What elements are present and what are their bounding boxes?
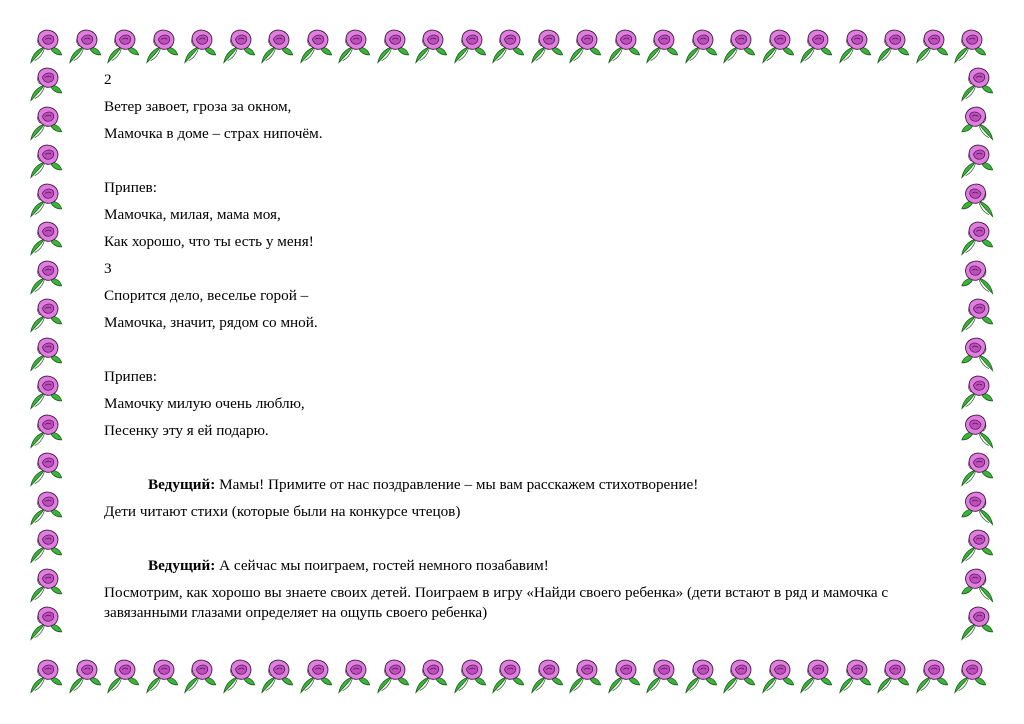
rose-icon [297, 26, 336, 65]
rose-icon [27, 334, 66, 373]
rose-icon [643, 26, 682, 65]
rose-icon [605, 656, 644, 695]
rose-icon [27, 103, 66, 142]
rose-icon [27, 257, 66, 296]
rose-icon [528, 26, 567, 65]
verse-line: Мамочка в доме – страх нипочём. [104, 125, 323, 142]
verse-line: Мамочка, значит, рядом со мной. [104, 314, 318, 331]
rose-icon [958, 411, 997, 450]
rose-icon [759, 656, 798, 695]
rose-icon [412, 26, 451, 65]
rose-icon [412, 656, 451, 695]
rose-icon [958, 295, 997, 334]
rose-icon [451, 656, 490, 695]
rose-icon [759, 26, 798, 65]
rose-icon [258, 26, 297, 65]
host-line [104, 552, 924, 579]
rose-icon [958, 372, 997, 411]
verse-line: Мамочку милую очень люблю, [104, 395, 305, 412]
verse-line: Ветер завоет, гроза за окном, [104, 98, 292, 115]
rose-icon [181, 656, 220, 695]
rose-icon [836, 26, 875, 65]
rose-icon [958, 218, 997, 257]
rose-icon [836, 656, 875, 695]
rose-icon [489, 26, 528, 65]
rose-icon [27, 526, 66, 565]
rose-icon [143, 656, 182, 695]
rose-icon [682, 656, 721, 695]
rose-icon [643, 656, 682, 695]
rose-icon [874, 656, 913, 695]
rose-icon [566, 656, 605, 695]
rose-icon [335, 656, 374, 695]
rose-icon [66, 656, 105, 695]
rose-icon [958, 334, 997, 373]
border-right [958, 64, 997, 642]
rose-icon [27, 656, 66, 695]
rose-icon [874, 26, 913, 65]
game-description: Посмотрим, как хорошо вы знаете своих детей. Поиграем в игру «Найди своего ребенка» (дети встают в ряд и мамочка с завязанными глазами определяет на ощупь своего ребенка) [104, 584, 892, 621]
host-text: А сейчас мы поиграем, гостей немного позабавим! [215, 557, 549, 574]
rose-icon [720, 26, 759, 65]
rose-icon [958, 180, 997, 219]
rose-icon [958, 103, 997, 142]
rose-icon [27, 26, 66, 65]
rose-icon [66, 26, 105, 65]
rose-icon [958, 603, 997, 642]
rose-icon [297, 656, 336, 695]
rose-icon [913, 26, 952, 65]
rose-icon [951, 26, 990, 65]
rose-icon [27, 180, 66, 219]
rose-icon [682, 26, 721, 65]
rose-icon [958, 565, 997, 604]
rose-icon [220, 26, 259, 65]
host-label: Ведущий: [148, 476, 216, 493]
rose-icon [797, 656, 836, 695]
rose-icon [489, 656, 528, 695]
rose-icon [27, 411, 66, 450]
rose-icon [181, 26, 220, 65]
rose-icon [451, 26, 490, 65]
rose-icon [720, 656, 759, 695]
rose-icon [27, 218, 66, 257]
chorus-label: Припев: [104, 179, 157, 196]
border-top [27, 26, 990, 65]
rose-icon [566, 26, 605, 65]
rose-icon [913, 656, 952, 695]
rose-icon [27, 372, 66, 411]
rose-icon [143, 26, 182, 65]
rose-icon [27, 64, 66, 103]
rose-icon [27, 565, 66, 604]
verse-line: Спорится дело, веселье горой – [104, 287, 309, 304]
rose-icon [27, 449, 66, 488]
rose-icon [104, 656, 143, 695]
rose-icon [605, 26, 644, 65]
rose-icon [528, 656, 567, 695]
rose-icon [27, 488, 66, 527]
rose-icon [258, 656, 297, 695]
verse-number: 2 [104, 71, 112, 88]
verse-line: Мамочка, милая, мама моя, [104, 206, 281, 223]
chorus-label: Припев: [104, 368, 157, 385]
border-left [27, 64, 66, 642]
rose-icon [958, 449, 997, 488]
verse-line: Как хорошо, что ты есть у меня! [104, 233, 314, 250]
rose-icon [335, 26, 374, 65]
rose-icon [951, 656, 990, 695]
rose-icon [958, 64, 997, 103]
document-body [104, 66, 924, 623]
rose-icon [374, 26, 413, 65]
rose-icon [374, 656, 413, 695]
rose-icon [27, 295, 66, 334]
rose-icon [27, 603, 66, 642]
rose-icon [958, 141, 997, 180]
verse-number: 3 [104, 260, 112, 277]
rose-icon [958, 257, 997, 296]
rose-icon [220, 656, 259, 695]
verse-line: Песенку эту я ей подарю. [104, 422, 269, 439]
host-text: Мамы! Примите от нас поздравление – мы вам расскажем стихотворение! [215, 476, 699, 493]
stage-note: Дети читают стихи (которые были на конкурсе чтецов) [104, 503, 461, 520]
host-label: Ведущий: [148, 557, 216, 574]
rose-icon [27, 141, 66, 180]
rose-icon [104, 26, 143, 65]
host-line [104, 471, 924, 498]
rose-icon [958, 488, 997, 527]
rose-icon [958, 526, 997, 565]
border-bottom [27, 656, 990, 695]
rose-icon [797, 26, 836, 65]
